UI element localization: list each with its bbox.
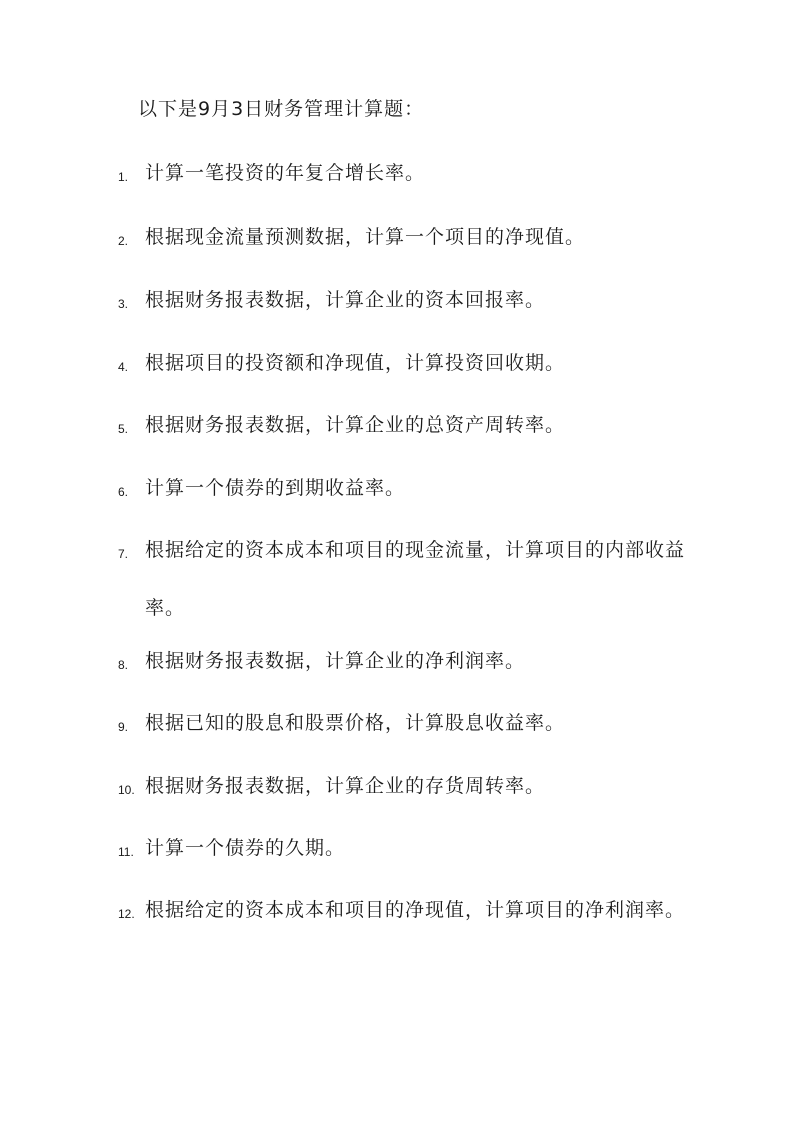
item-number: 1.	[118, 170, 129, 184]
intro-text: 以下是9月3日财务管理计算题：	[138, 98, 425, 120]
item-number: 5.	[118, 422, 129, 436]
item-number: 11.	[118, 845, 134, 859]
item-text: 计算一个债券的久期。	[145, 837, 346, 859]
item-text: 根据给定的资本成本和项目的现金流量，计算项目的内部收益率。	[145, 539, 686, 619]
item-number: 7.	[118, 547, 129, 561]
item-text: 根据财务报表数据，计算企业的资本回报率。	[145, 289, 546, 311]
item-text: 根据财务报表数据，计算企业的净利润率。	[145, 650, 526, 672]
item-text: 根据给定的资本成本和项目的净现值，计算项目的净利润率。	[145, 899, 686, 921]
item-number: 2.	[118, 234, 129, 248]
item-number: 10.	[118, 783, 135, 797]
item-text: 计算一个债券的到期收益率。	[145, 477, 406, 499]
item-text: 计算一笔投资的年复合增长率。	[145, 162, 426, 184]
item-number: 3.	[118, 297, 129, 311]
item-text: 根据项目的投资额和净现值，计算投资回收期。	[145, 352, 566, 374]
item-number: 9.	[118, 720, 129, 734]
item-text: 根据财务报表数据，计算企业的存货周转率。	[145, 775, 546, 797]
item-text: 根据财务报表数据，计算企业的总资产周转率。	[145, 414, 566, 436]
item-number: 12.	[118, 907, 135, 921]
item-number: 8.	[118, 658, 129, 672]
item-number: 4.	[118, 360, 129, 374]
item-text: 根据现金流量预测数据，计算一个项目的净现值。	[145, 226, 586, 248]
item-number: 6.	[118, 485, 129, 499]
item-text: 根据已知的股息和股票价格，计算股息收益率。	[145, 712, 566, 734]
